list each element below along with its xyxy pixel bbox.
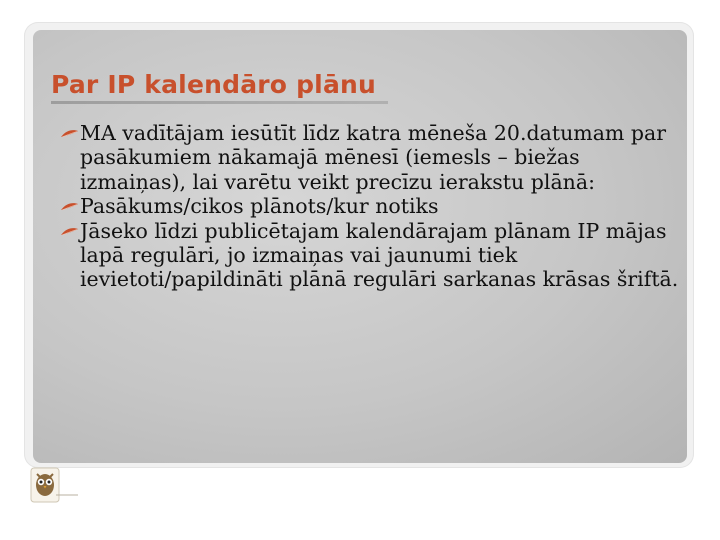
bullet-item bbox=[60, 194, 685, 218]
bullet-text: Pasākums/cikos plānots/kur notiks bbox=[80, 194, 439, 219]
slide-title: Par IP kalendāro plānu bbox=[51, 70, 377, 99]
leaf-bullet-icon bbox=[60, 227, 80, 237]
owl-logo-icon bbox=[28, 465, 86, 509]
leaf-bullet-icon bbox=[60, 129, 80, 139]
leaf-bullet-icon bbox=[60, 202, 80, 212]
bullet-text: MA vadītājam iesūtīt līdz katra mēneša 20.datumam par pasākumiem nākamajā mēnesī (iemesls – biežas izmaiņas), lai varētu veikt precīzu ierakstu plānā: bbox=[80, 121, 667, 194]
bullet-list bbox=[60, 121, 685, 292]
bullet-text: Jāseko līdzi publicētajam kalendārajam plānam IP mājas lapā regulāri, jo izmaiņas vai jaunumi tiek ievietoti/papildināti plānā regulāri sarkanas krāsas šriftā. bbox=[80, 218, 679, 292]
title-underline bbox=[51, 101, 388, 104]
bullet-item bbox=[60, 121, 685, 194]
bullet-item bbox=[60, 219, 685, 292]
organization-logo bbox=[28, 465, 86, 525]
